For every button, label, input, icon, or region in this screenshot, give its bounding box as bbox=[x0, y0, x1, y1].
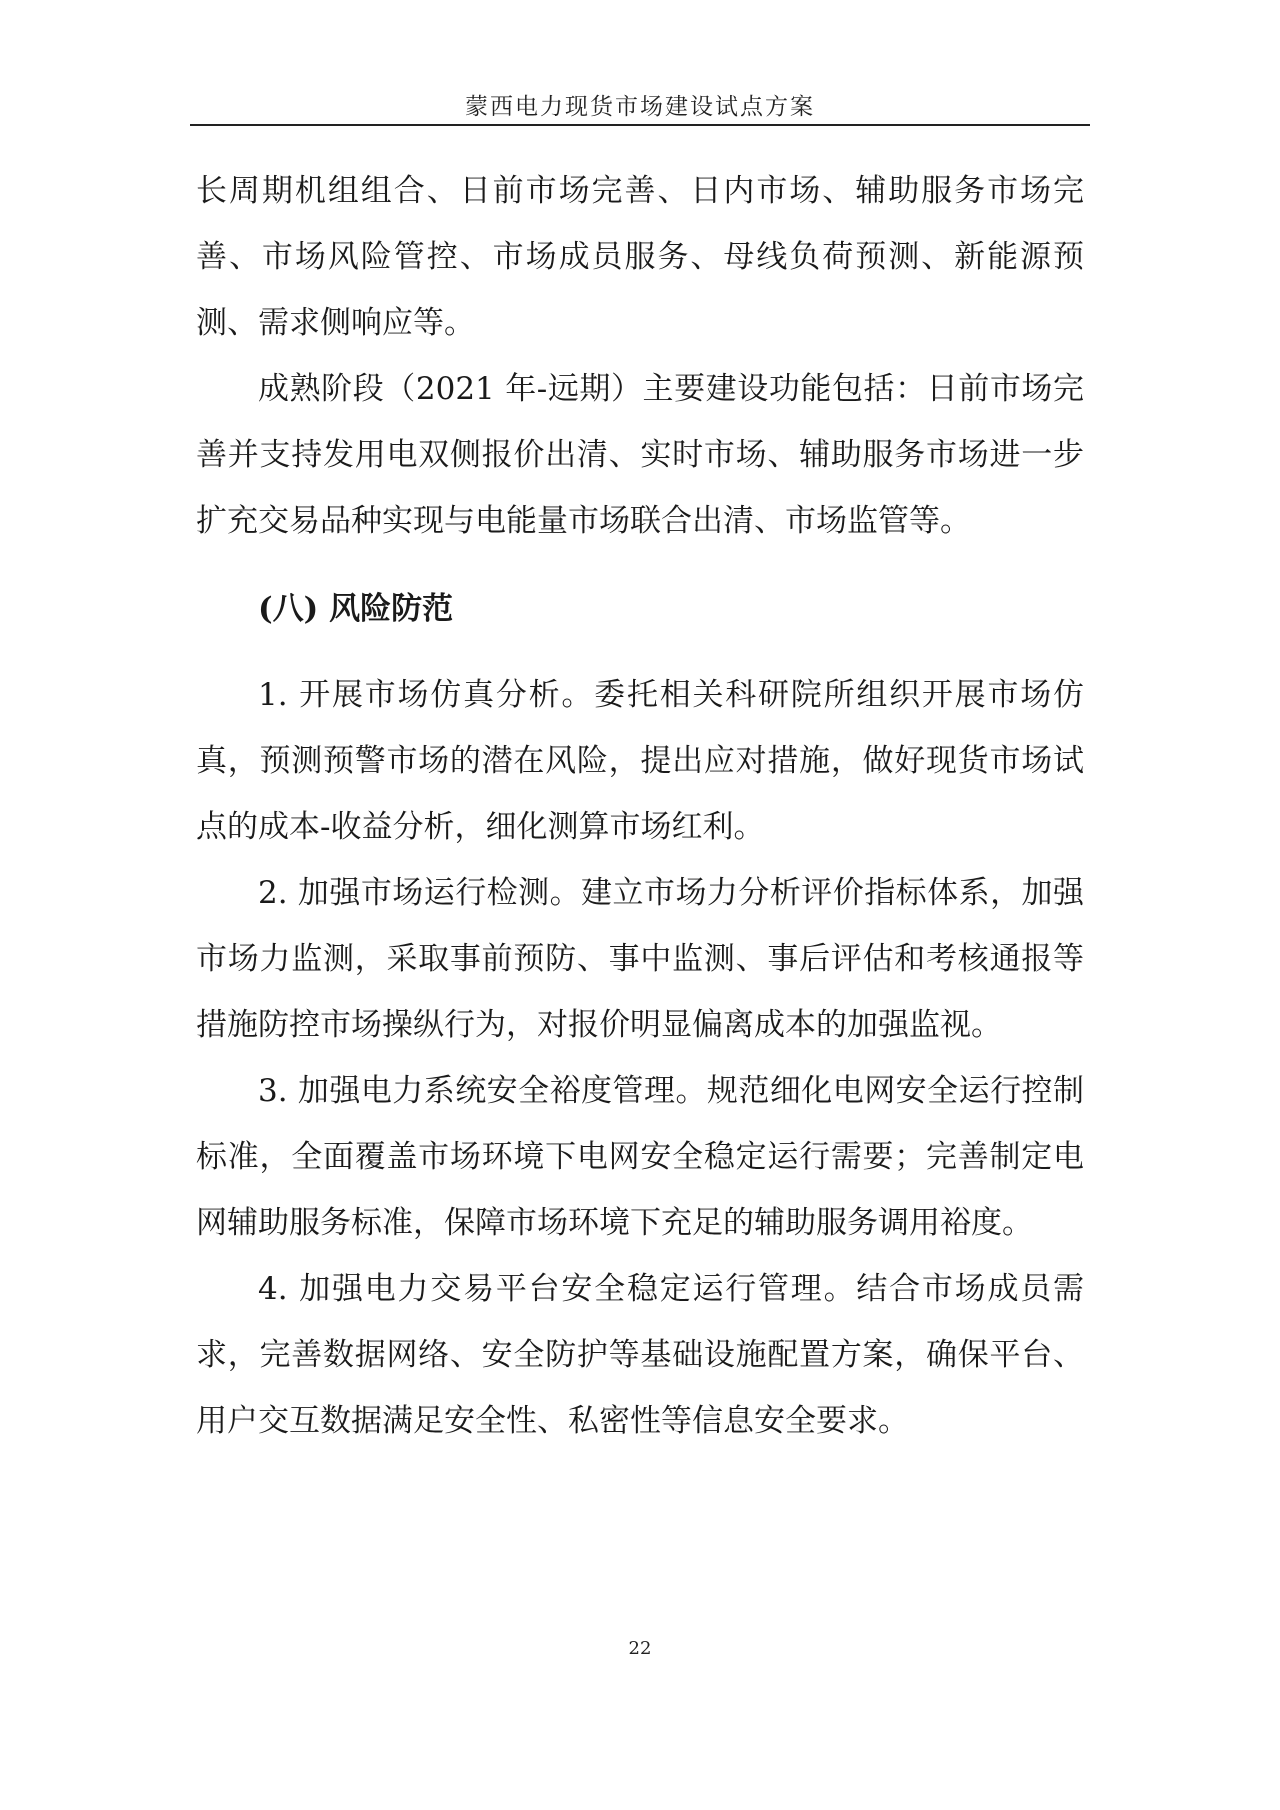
document-body bbox=[196, 158, 1084, 1454]
paragraph-continuation: 长周期机组组合、日前市场完善、日内市场、辅助服务市场完善、市场风险管控、市场成员服务、母线负荷预测、新能源预测、需求侧响应等。 bbox=[196, 173, 1084, 341]
page-header-title: 蒙西电力现货市场建设试点方案 bbox=[465, 94, 815, 120]
paragraph-item-3: 3. 加强电力系统安全裕度管理。规范细化电网安全运行控制标准，全面覆盖市场环境下电网安全稳定运行需要；完善制定电网辅助服务标准，保障市场环境下充足的辅助服务调用裕度。 bbox=[196, 1073, 1084, 1241]
paragraph-item-2: 2. 加强市场运行检测。建立市场力分析评价指标体系，加强市场力监测，采取事前预防、事中监测、事后评估和考核通报等措施防控市场操纵行为，对报价明显偏离成本的加强监视。 bbox=[196, 875, 1084, 1043]
paragraph-item-1: 1. 开展市场仿真分析。委托相关科研院所组织开展市场仿真，预测预警市场的潜在风险，提出应对措施，做好现货市场试点的成本-收益分析，细化测算市场红利。 bbox=[196, 677, 1084, 845]
page-number: 22 bbox=[628, 1638, 652, 1659]
paragraph-mature-stage: 成熟阶段（2021 年-远期）主要建设功能包括：日前市场完善并支持发用电双侧报价出清、实时市场、辅助服务市场进一步扩充交易品种实现与电能量市场联合出清、市场监管等。 bbox=[196, 371, 1084, 539]
section-heading-risk-prevention: (八) 风险防范 bbox=[258, 591, 454, 627]
header-divider bbox=[190, 124, 1090, 126]
paragraph-item-4: 4. 加强电力交易平台安全稳定运行管理。结合市场成员需求，完善数据网络、安全防护等基础设施配置方案，确保平台、用户交互数据满足安全性、私密性等信息安全要求。 bbox=[196, 1271, 1084, 1439]
